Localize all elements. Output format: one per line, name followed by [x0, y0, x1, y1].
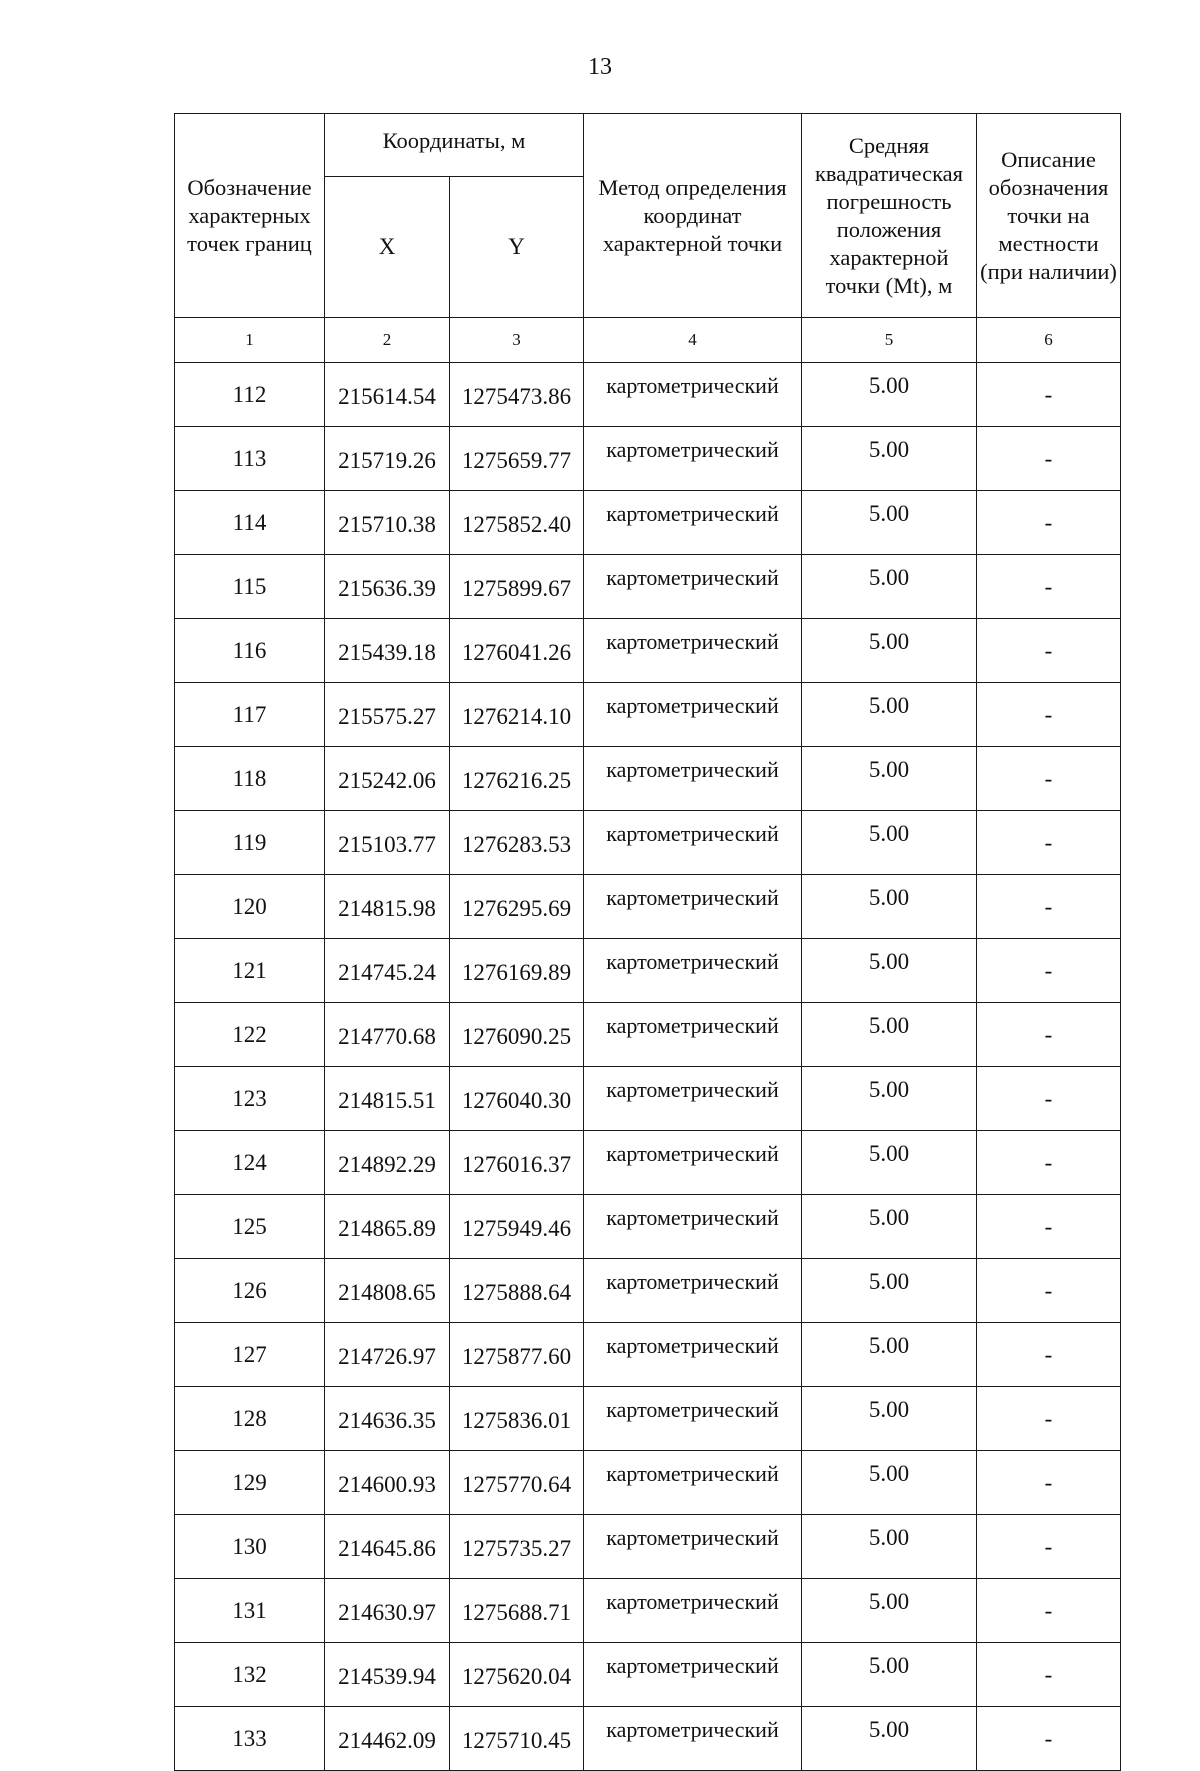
description-cell: -	[977, 875, 1121, 939]
header-error: Средняя квадратическая погрешность положения характерной точки (Mt), м	[802, 114, 977, 318]
header-y: Y	[450, 177, 584, 318]
table-row	[175, 363, 1121, 427]
x-coordinate-cell: 214770.68	[325, 1003, 450, 1067]
error-cell: 5.00	[802, 1259, 977, 1323]
table-row	[175, 1515, 1121, 1579]
description-cell: -	[977, 939, 1121, 1003]
method-cell: картометрический	[584, 1643, 802, 1707]
error-cell: 5.00	[802, 1707, 977, 1771]
error-cell: 5.00	[802, 1003, 977, 1067]
point-cell: 113	[175, 427, 325, 491]
y-coordinate-cell: 1275688.71	[450, 1579, 584, 1643]
error-cell: 5.00	[802, 683, 977, 747]
method-cell: картометрический	[584, 1707, 802, 1771]
x-coordinate-cell: 215575.27	[325, 683, 450, 747]
x-coordinate-cell: 214865.89	[325, 1195, 450, 1259]
point-cell: 122	[175, 1003, 325, 1067]
y-coordinate-cell: 1276090.25	[450, 1003, 584, 1067]
x-coordinate-cell: 214539.94	[325, 1643, 450, 1707]
y-coordinate-cell: 1275659.77	[450, 427, 584, 491]
description-cell: -	[977, 747, 1121, 811]
method-cell: картометрический	[584, 1515, 802, 1579]
method-cell: картометрический	[584, 1195, 802, 1259]
error-cell: 5.00	[802, 363, 977, 427]
y-coordinate-cell: 1276214.10	[450, 683, 584, 747]
error-cell: 5.00	[802, 747, 977, 811]
column-number: 5	[802, 318, 977, 363]
header-description: Описание обозначения точки на местности (при наличии)	[977, 114, 1121, 318]
x-coordinate-cell: 214892.29	[325, 1131, 450, 1195]
point-cell: 133	[175, 1707, 325, 1771]
column-number: 2	[325, 318, 450, 363]
x-coordinate-cell: 214815.98	[325, 875, 450, 939]
description-cell: -	[977, 1643, 1121, 1707]
description-cell: -	[977, 811, 1121, 875]
table-row	[175, 1387, 1121, 1451]
table-row	[175, 1707, 1121, 1771]
error-cell: 5.00	[802, 1323, 977, 1387]
point-cell: 120	[175, 875, 325, 939]
method-cell: картометрический	[584, 875, 802, 939]
description-cell: -	[977, 683, 1121, 747]
y-coordinate-cell: 1276169.89	[450, 939, 584, 1003]
description-cell: -	[977, 1259, 1121, 1323]
y-coordinate-cell: 1275836.01	[450, 1387, 584, 1451]
y-coordinate-cell: 1275852.40	[450, 491, 584, 555]
method-cell: картометрический	[584, 1131, 802, 1195]
x-coordinate-cell: 214808.65	[325, 1259, 450, 1323]
method-cell: картометрический	[584, 683, 802, 747]
error-cell: 5.00	[802, 939, 977, 1003]
header-x: X	[325, 177, 450, 318]
description-cell: -	[977, 1003, 1121, 1067]
y-coordinate-cell: 1276295.69	[450, 875, 584, 939]
y-coordinate-cell: 1276016.37	[450, 1131, 584, 1195]
table-body	[175, 363, 1121, 1771]
description-cell: -	[977, 1195, 1121, 1259]
method-cell: картометрический	[584, 1579, 802, 1643]
x-coordinate-cell: 215439.18	[325, 619, 450, 683]
point-cell: 116	[175, 619, 325, 683]
x-coordinate-cell: 215103.77	[325, 811, 450, 875]
table-row	[175, 1259, 1121, 1323]
coordinates-table	[174, 113, 1121, 1771]
description-cell: -	[977, 1515, 1121, 1579]
y-coordinate-cell: 1275888.64	[450, 1259, 584, 1323]
table-row	[175, 1643, 1121, 1707]
x-coordinate-cell: 214726.97	[325, 1323, 450, 1387]
method-cell: картометрический	[584, 555, 802, 619]
x-coordinate-cell: 214636.35	[325, 1387, 450, 1451]
x-coordinate-cell: 214745.24	[325, 939, 450, 1003]
x-coordinate-cell: 215614.54	[325, 363, 450, 427]
column-number-row	[175, 318, 1121, 363]
point-cell: 125	[175, 1195, 325, 1259]
table-row	[175, 811, 1121, 875]
point-cell: 117	[175, 683, 325, 747]
point-cell: 131	[175, 1579, 325, 1643]
description-cell: -	[977, 1387, 1121, 1451]
point-cell: 114	[175, 491, 325, 555]
table-row	[175, 939, 1121, 1003]
method-cell: картометрический	[584, 1067, 802, 1131]
x-coordinate-cell: 214600.93	[325, 1451, 450, 1515]
x-coordinate-cell: 214630.97	[325, 1579, 450, 1643]
table-row	[175, 1067, 1121, 1131]
point-cell: 112	[175, 363, 325, 427]
method-cell: картометрический	[584, 619, 802, 683]
table-row	[175, 683, 1121, 747]
column-number: 3	[450, 318, 584, 363]
error-cell: 5.00	[802, 1451, 977, 1515]
header-method: Метод определения координат характерной точки	[584, 114, 802, 318]
table-row	[175, 1131, 1121, 1195]
method-cell: картометрический	[584, 1451, 802, 1515]
column-number: 1	[175, 318, 325, 363]
method-cell: картометрический	[584, 811, 802, 875]
x-coordinate-cell: 215719.26	[325, 427, 450, 491]
method-cell: картометрический	[584, 491, 802, 555]
error-cell: 5.00	[802, 1195, 977, 1259]
y-coordinate-cell: 1275770.64	[450, 1451, 584, 1515]
y-coordinate-cell: 1276216.25	[450, 747, 584, 811]
description-cell: -	[977, 1323, 1121, 1387]
method-cell: картометрический	[584, 363, 802, 427]
description-cell: -	[977, 491, 1121, 555]
description-cell: -	[977, 619, 1121, 683]
table-row	[175, 1195, 1121, 1259]
error-cell: 5.00	[802, 427, 977, 491]
description-cell: -	[977, 1707, 1121, 1771]
error-cell: 5.00	[802, 555, 977, 619]
error-cell: 5.00	[802, 491, 977, 555]
description-cell: -	[977, 1579, 1121, 1643]
error-cell: 5.00	[802, 1131, 977, 1195]
y-coordinate-cell: 1276283.53	[450, 811, 584, 875]
y-coordinate-cell: 1275899.67	[450, 555, 584, 619]
column-number: 4	[584, 318, 802, 363]
point-cell: 123	[175, 1067, 325, 1131]
point-cell: 126	[175, 1259, 325, 1323]
error-cell: 5.00	[802, 811, 977, 875]
x-coordinate-cell: 215636.39	[325, 555, 450, 619]
y-coordinate-cell: 1275473.86	[450, 363, 584, 427]
table-row	[175, 1451, 1121, 1515]
method-cell: картометрический	[584, 427, 802, 491]
x-coordinate-cell: 215710.38	[325, 491, 450, 555]
description-cell: -	[977, 1131, 1121, 1195]
point-cell: 132	[175, 1643, 325, 1707]
point-cell: 121	[175, 939, 325, 1003]
method-cell: картометрический	[584, 939, 802, 1003]
column-number: 6	[977, 318, 1121, 363]
description-cell: -	[977, 1067, 1121, 1131]
table-row	[175, 1003, 1121, 1067]
description-cell: -	[977, 555, 1121, 619]
y-coordinate-cell: 1276041.26	[450, 619, 584, 683]
point-cell: 118	[175, 747, 325, 811]
table-row	[175, 555, 1121, 619]
error-cell: 5.00	[802, 1515, 977, 1579]
description-cell: -	[977, 427, 1121, 491]
point-cell: 115	[175, 555, 325, 619]
method-cell: картометрический	[584, 1387, 802, 1451]
point-cell: 124	[175, 1131, 325, 1195]
error-cell: 5.00	[802, 1387, 977, 1451]
table-row	[175, 619, 1121, 683]
header-point-designation: Обозначение характерных точек границ	[175, 114, 325, 318]
y-coordinate-cell: 1275710.45	[450, 1707, 584, 1771]
page-number: 13	[588, 54, 612, 80]
description-cell: -	[977, 363, 1121, 427]
point-cell: 127	[175, 1323, 325, 1387]
table-row	[175, 1323, 1121, 1387]
header-coordinates: Координаты, м	[325, 114, 584, 177]
table-row	[175, 747, 1121, 811]
point-cell: 130	[175, 1515, 325, 1579]
y-coordinate-cell: 1275877.60	[450, 1323, 584, 1387]
x-coordinate-cell: 215242.06	[325, 747, 450, 811]
point-cell: 128	[175, 1387, 325, 1451]
error-cell: 5.00	[802, 1067, 977, 1131]
header-row	[175, 114, 1121, 177]
x-coordinate-cell: 214645.86	[325, 1515, 450, 1579]
table-row	[175, 427, 1121, 491]
table-row	[175, 1579, 1121, 1643]
description-cell: -	[977, 1451, 1121, 1515]
x-coordinate-cell: 214815.51	[325, 1067, 450, 1131]
y-coordinate-cell: 1275949.46	[450, 1195, 584, 1259]
method-cell: картометрический	[584, 1003, 802, 1067]
error-cell: 5.00	[802, 875, 977, 939]
point-cell: 129	[175, 1451, 325, 1515]
error-cell: 5.00	[802, 1579, 977, 1643]
method-cell: картометрический	[584, 1259, 802, 1323]
error-cell: 5.00	[802, 1643, 977, 1707]
table-row	[175, 875, 1121, 939]
y-coordinate-cell: 1276040.30	[450, 1067, 584, 1131]
y-coordinate-cell: 1275735.27	[450, 1515, 584, 1579]
x-coordinate-cell: 214462.09	[325, 1707, 450, 1771]
error-cell: 5.00	[802, 619, 977, 683]
point-cell: 119	[175, 811, 325, 875]
y-coordinate-cell: 1275620.04	[450, 1643, 584, 1707]
method-cell: картометрический	[584, 747, 802, 811]
method-cell: картометрический	[584, 1323, 802, 1387]
table-row	[175, 491, 1121, 555]
